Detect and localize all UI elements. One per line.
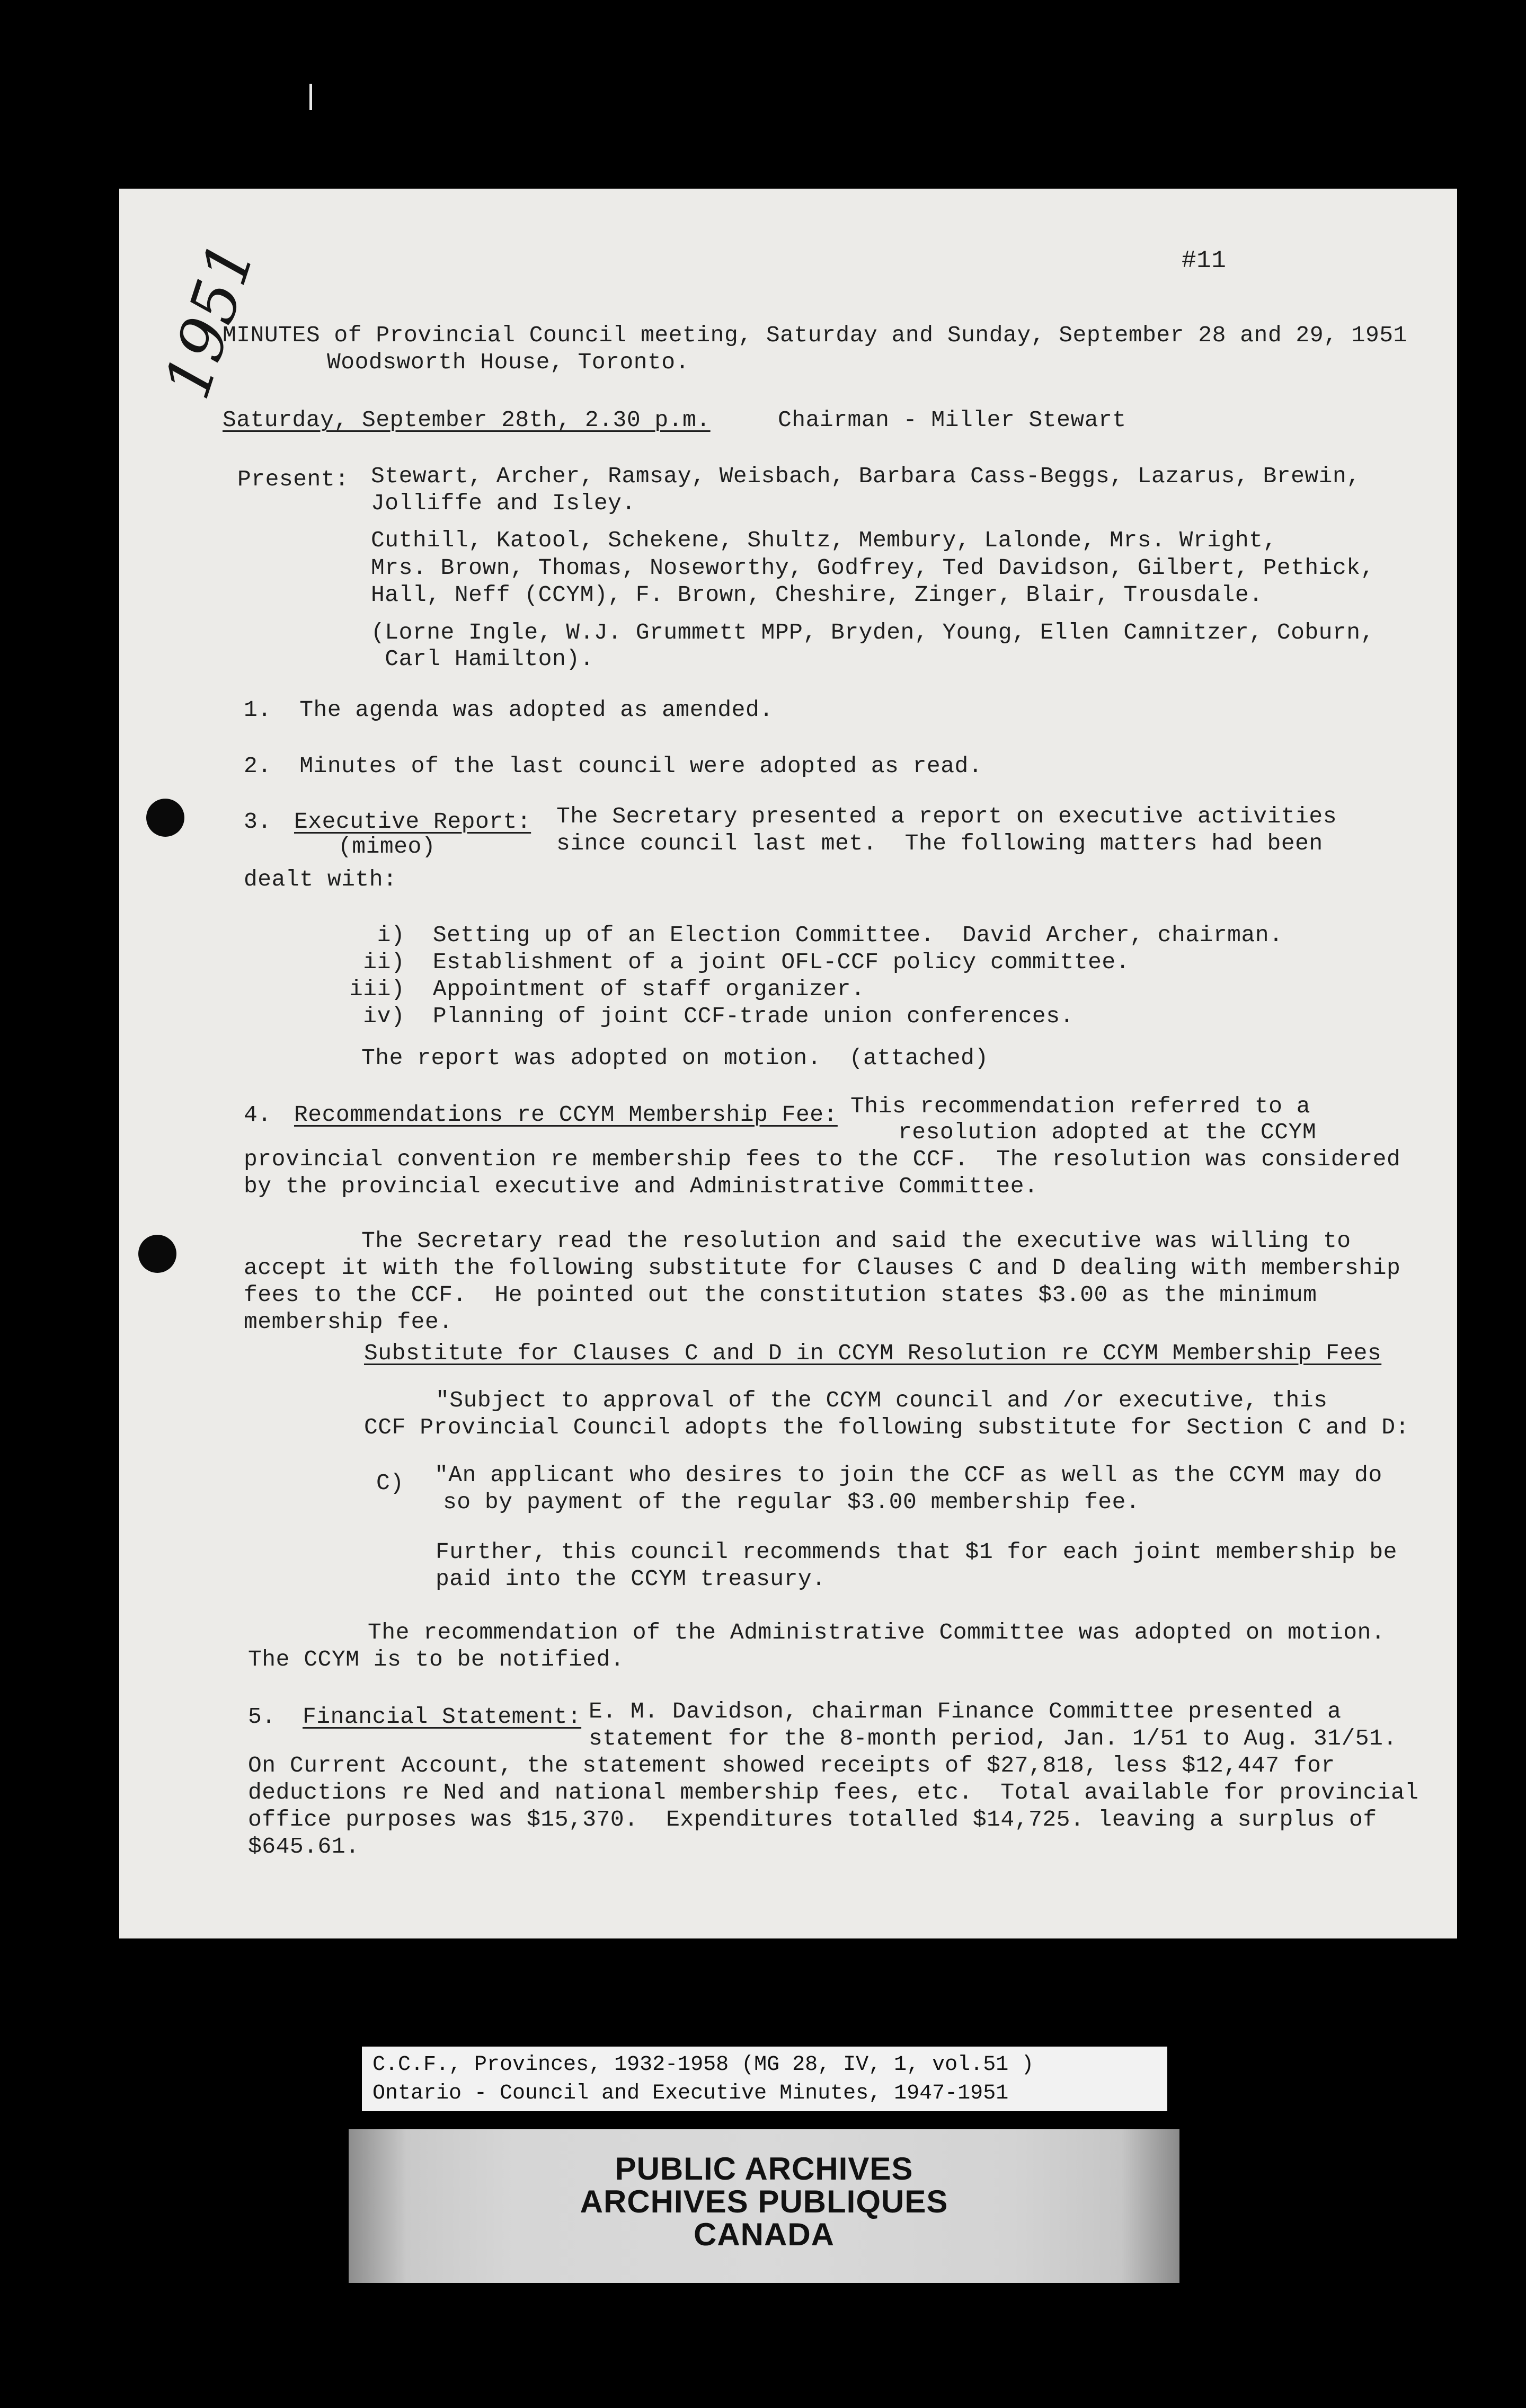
item-3-heading: Executive Report: [294, 809, 531, 835]
stamp-line: PUBLIC ARCHIVES [615, 2151, 913, 2186]
resolution-quote: "Subject to approval of the CCYM council and /or executive, this [436, 1387, 1328, 1413]
item-2: 2. Minutes of the last council were adopted as read. [244, 753, 983, 779]
item-4-number: 4. [244, 1102, 272, 1128]
financial-details: office purposes was $15,370. Expenditures totalled $14,725. leaving a surplus of [248, 1807, 1377, 1832]
item-3-adopted: The report was adopted on motion. (attached) [361, 1045, 989, 1071]
item-4-heading: Recommendations re CCYM Membership Fee: [294, 1102, 838, 1128]
item-3-mimeo: (mimeo) [338, 834, 436, 860]
item-4-text: provincial convention re membership fees to the CCF. The resolution was considered [244, 1146, 1401, 1172]
attendee-line: Mrs. Brown, Thomas, Noseworthy, Godfrey, Ted Davidson, Gilbert, Pethick, [371, 555, 1374, 581]
archive-reference-line: Ontario - Council and Executive Minutes, 1947-1951 [372, 2082, 1009, 2105]
archive-reference-label [362, 2047, 1167, 2111]
item-3-text: The Secretary presented a report on executive activities [556, 803, 1337, 829]
punch-hole [146, 799, 184, 837]
item-4-adopted: The CCYM is to be notified. [248, 1646, 625, 1672]
item-4-text: This recommendation referred to a [850, 1093, 1311, 1119]
item-4-paragraph: membership fee. [244, 1309, 453, 1335]
attendee-line: (Lorne Ingle, W.J. Grummett MPP, Bryden, Young, Ellen Camnitzer, Coburn, [371, 619, 1374, 645]
item-3-text: dealt with: [244, 866, 397, 892]
item-5-text: E. M. Davidson, chairman Finance Committee presented a [589, 1698, 1342, 1724]
substitute-heading: Substitute for Clauses C and D in CCYM Resolution re CCYM Membership Fees [364, 1340, 1382, 1366]
scan-speck [309, 84, 312, 110]
item-4-adopted: The recommendation of the Administrative Committee was adopted on motion. [368, 1619, 1386, 1645]
public-archives-stamp [349, 2129, 1179, 2283]
stamp-line: CANADA [694, 2217, 835, 2252]
minutes-page [119, 189, 1457, 1938]
executive-matter: ii) Establishment of a joint OFL-CCF policy committee. [349, 949, 1130, 975]
attendee-line: Jolliffe and Isley. [371, 490, 636, 516]
financial-details: deductions re Ned and national membership fees, etc. Total available for provincial [248, 1780, 1419, 1805]
meeting-location: Woodsworth House, Toronto. [327, 349, 689, 375]
clause-c-label: C) [376, 1470, 404, 1496]
further-recommendation: Further, this council recommends that $1 for each joint membership be [436, 1539, 1397, 1565]
item-3-text: since council last met. The following matters had been [556, 830, 1323, 856]
session-date: Saturday, September 28th, 2.30 p.m. [223, 407, 711, 433]
item-4-paragraph: accept it with the following substitute for Clauses C and D dealing with membership [244, 1255, 1401, 1281]
handwritten-note: 1951 [150, 233, 269, 408]
clause-c-text: so by payment of the regular $3.00 membership fee. [443, 1489, 1140, 1515]
attendee-line: Stewart, Archer, Ramsay, Weisbach, Barbara Cass-Beggs, Lazarus, Brewin, [371, 463, 1361, 489]
chairman: Chairman - Miller Stewart [778, 407, 1126, 433]
attendee-line: Hall, Neff (CCYM), F. Brown, Cheshire, Zinger, Blair, Trousdale. [371, 582, 1263, 608]
financial-details: $645.61. [248, 1834, 360, 1860]
clause-c-text: "An applicant who desires to join the CCF as well as the CCYM may do [434, 1462, 1382, 1488]
item-5-number: 5. [248, 1704, 276, 1730]
resolution-quote: CCF Provincial Council adopts the following substitute for Section C and D: [364, 1414, 1409, 1440]
executive-matter: iii) Appointment of staff organizer. [349, 976, 865, 1002]
executive-matter: iv) Planning of joint CCF-trade union conferences. [349, 1003, 1074, 1029]
item-1: 1. The agenda was adopted as amended. [244, 697, 774, 723]
present-label: Present: [237, 466, 349, 492]
item-3-number: 3. [244, 809, 272, 835]
financial-details: On Current Account, the statement showed receipts of $27,818, less $12,447 for [248, 1752, 1335, 1778]
executive-matter: i) Setting up of an Election Committee. David Archer, chairman. [349, 922, 1283, 948]
item-4-text: resolution adopted at the CCYM [898, 1119, 1317, 1145]
stamp-line: ARCHIVES PUBLIQUES [580, 2184, 948, 2219]
minutes-title: MINUTES of Provincial Council meeting, Saturday and Sunday, September 28 and 29, 1951 [223, 322, 1407, 348]
item-4-paragraph: The Secretary read the resolution and said the executive was willing to [361, 1228, 1351, 1254]
item-4-text: by the provincial executive and Administrative Committee. [244, 1173, 1039, 1199]
archive-reference-line: C.C.F., Provinces, 1932-1958 (MG 28, IV, 1, vol.51 ) [372, 2053, 1034, 2077]
item-5-text: statement for the 8-month period, Jan. 1/51 to Aug. 31/51. [589, 1725, 1397, 1751]
attendee-line: Cuthill, Katool, Schekene, Shultz, Membury, Lalonde, Mrs. Wright, [371, 527, 1277, 553]
punch-hole [138, 1235, 176, 1273]
further-recommendation: paid into the CCYM treasury. [436, 1566, 826, 1592]
page-number: #11 [1182, 247, 1227, 275]
item-5-heading: Financial Statement: [303, 1704, 582, 1730]
item-4-paragraph: fees to the CCF. He pointed out the constitution states $3.00 as the minimum [244, 1282, 1317, 1308]
attendee-line: Carl Hamilton). [371, 646, 594, 672]
